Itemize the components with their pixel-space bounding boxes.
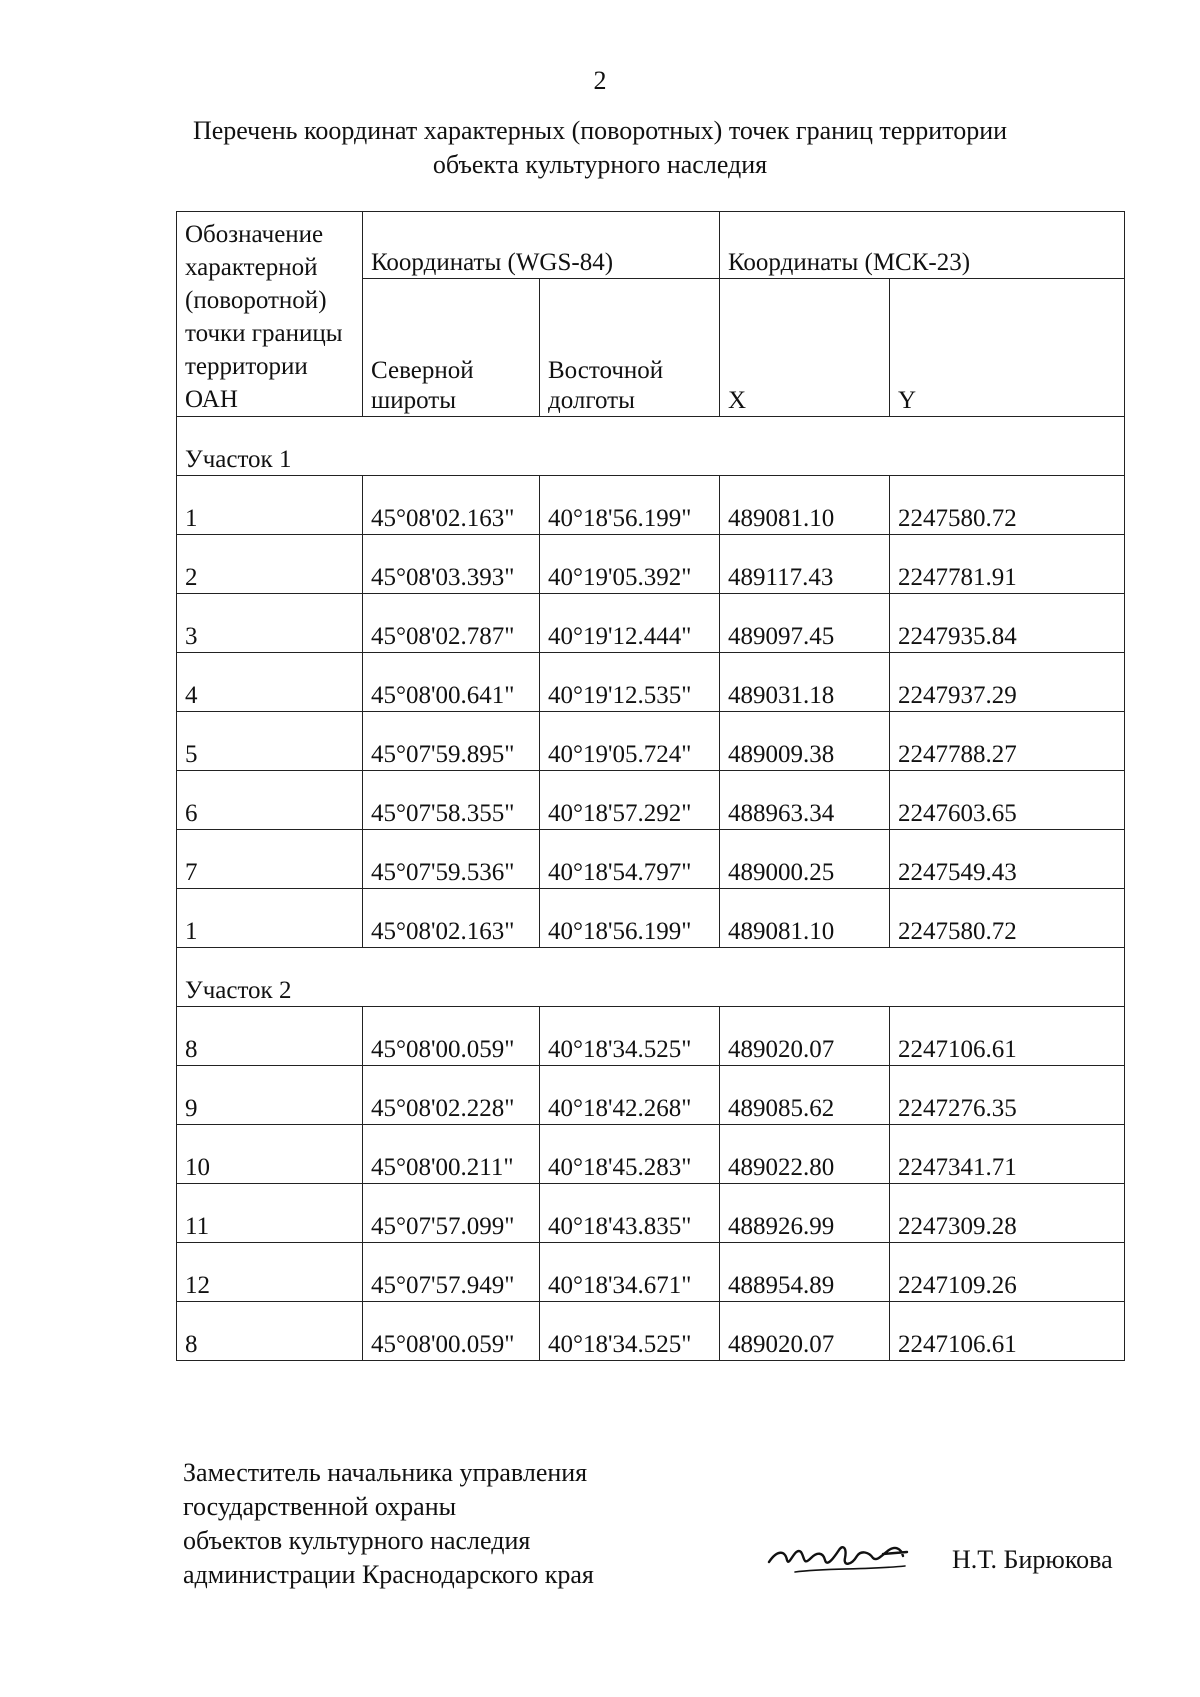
latitude-cell: 45°08'00.211" [363,1125,540,1184]
table-row [177,1184,1125,1243]
latitude-cell: 45°07'57.099" [363,1184,540,1243]
y-cell: 2247276.35 [890,1066,1125,1125]
x-cell: 489085.62 [720,1066,890,1125]
header-latitude: Северной широты [363,278,540,416]
longitude-cell: 40°18'42.268" [540,1066,720,1125]
signer-title-line-2: государственной охраны [183,1492,457,1521]
table-row [177,712,1125,771]
latitude-cell: 45°08'02.787" [363,594,540,653]
longitude-cell: 40°18'56.199" [540,476,720,535]
x-cell: 489000.25 [720,830,890,889]
point-cell: 8 [177,1302,363,1361]
header-x: X [720,278,890,416]
section-row [177,948,1125,1007]
point-cell: 1 [177,889,363,948]
y-cell: 2247935.84 [890,594,1125,653]
longitude-cell: 40°18'43.835" [540,1184,720,1243]
y-cell: 2247109.26 [890,1243,1125,1302]
latitude-cell: 45°08'00.059" [363,1007,540,1066]
table-row [177,476,1125,535]
longitude-cell: 40°19'12.444" [540,594,720,653]
table-row [177,830,1125,889]
x-cell: 489022.80 [720,1125,890,1184]
x-cell: 489031.18 [720,653,890,712]
latitude-cell: 45°08'00.059" [363,1302,540,1361]
table-row [177,1125,1125,1184]
document-title [150,114,1050,182]
latitude-cell: 45°08'02.228" [363,1066,540,1125]
title-line-1: Перечень координат характерных (поворотных) точек границ территории [192,116,1008,145]
point-cell: 12 [177,1243,363,1302]
table-row [177,1007,1125,1066]
latitude-cell: 45°08'02.163" [363,476,540,535]
table-row [177,653,1125,712]
x-cell: 489081.10 [720,889,890,948]
latitude-cell: 45°07'59.536" [363,830,540,889]
y-cell: 2247580.72 [890,476,1125,535]
signer-title-line-4: администрации Краснодарского края [183,1560,594,1589]
longitude-cell: 40°18'57.292" [540,771,720,830]
point-cell: 4 [177,653,363,712]
point-cell: 5 [177,712,363,771]
latitude-cell: 45°07'59.895" [363,712,540,771]
latitude-cell: 45°07'57.949" [363,1243,540,1302]
x-cell: 489009.38 [720,712,890,771]
x-cell: 488926.99 [720,1184,890,1243]
longitude-cell: 40°19'05.724" [540,712,720,771]
header-y: Y [890,278,1125,416]
y-cell: 2247781.91 [890,535,1125,594]
x-cell: 489117.43 [720,535,890,594]
y-cell: 2247580.72 [890,889,1125,948]
longitude-cell: 40°18'34.525" [540,1302,720,1361]
point-cell: 10 [177,1125,363,1184]
y-cell: 2247341.71 [890,1125,1125,1184]
point-cell: 7 [177,830,363,889]
y-cell: 2247106.61 [890,1302,1125,1361]
page-number: 2 [593,66,607,95]
title-line-2: объекта культурного наследия [432,150,768,179]
signer-title-line-3: объектов культурного наследия [183,1526,531,1555]
latitude-cell: 45°08'03.393" [363,535,540,594]
header-longitude: Восточной долготы [540,278,720,416]
x-cell: 488954.89 [720,1243,890,1302]
x-cell: 489020.07 [720,1007,890,1066]
section-title: Участок 2 [177,948,1125,1007]
table-row [177,535,1125,594]
longitude-cell: 40°18'34.525" [540,1007,720,1066]
point-cell: 6 [177,771,363,830]
longitude-cell: 40°18'54.797" [540,830,720,889]
longitude-cell: 40°19'12.535" [540,653,720,712]
longitude-cell: 40°18'56.199" [540,889,720,948]
header-msk23: Координаты (МСК-23) [720,212,1125,279]
point-cell: 11 [177,1184,363,1243]
y-cell: 2247106.61 [890,1007,1125,1066]
y-cell: 2247549.43 [890,830,1125,889]
signer-name: Н.Т. Бирюкова [952,1545,1113,1574]
latitude-cell: 45°07'58.355" [363,771,540,830]
x-cell: 488963.34 [720,771,890,830]
point-cell: 2 [177,535,363,594]
point-cell: 1 [177,476,363,535]
coordinates-table [176,211,1125,1361]
x-cell: 489081.10 [720,476,890,535]
latitude-cell: 45°08'02.163" [363,889,540,948]
table-row [177,771,1125,830]
header-point-designation: Обозначение характерной (поворотной) точки границы территории ОАН [177,212,363,417]
signer-title-line-1: Заместитель начальника управления [183,1458,588,1487]
y-cell: 2247309.28 [890,1184,1125,1243]
table-row [177,1302,1125,1361]
section-row [177,417,1125,476]
table-row [177,1243,1125,1302]
point-cell: 9 [177,1066,363,1125]
x-cell: 489020.07 [720,1302,890,1361]
table-row [177,594,1125,653]
longitude-cell: 40°19'05.392" [540,535,720,594]
y-cell: 2247788.27 [890,712,1125,771]
longitude-cell: 40°18'45.283" [540,1125,720,1184]
latitude-cell: 45°08'00.641" [363,653,540,712]
longitude-cell: 40°18'34.671" [540,1243,720,1302]
y-cell: 2247937.29 [890,653,1125,712]
y-cell: 2247603.65 [890,771,1125,830]
table-row [177,889,1125,948]
signature-block [183,1456,594,1592]
header-wgs84: Координаты (WGS-84) [363,212,720,279]
table-row [177,1066,1125,1125]
point-cell: 8 [177,1007,363,1066]
x-cell: 489097.45 [720,594,890,653]
table-header-row [177,212,1125,279]
point-cell: 3 [177,594,363,653]
handwritten-signature [765,1532,915,1582]
section-title: Участок 1 [177,417,1125,476]
